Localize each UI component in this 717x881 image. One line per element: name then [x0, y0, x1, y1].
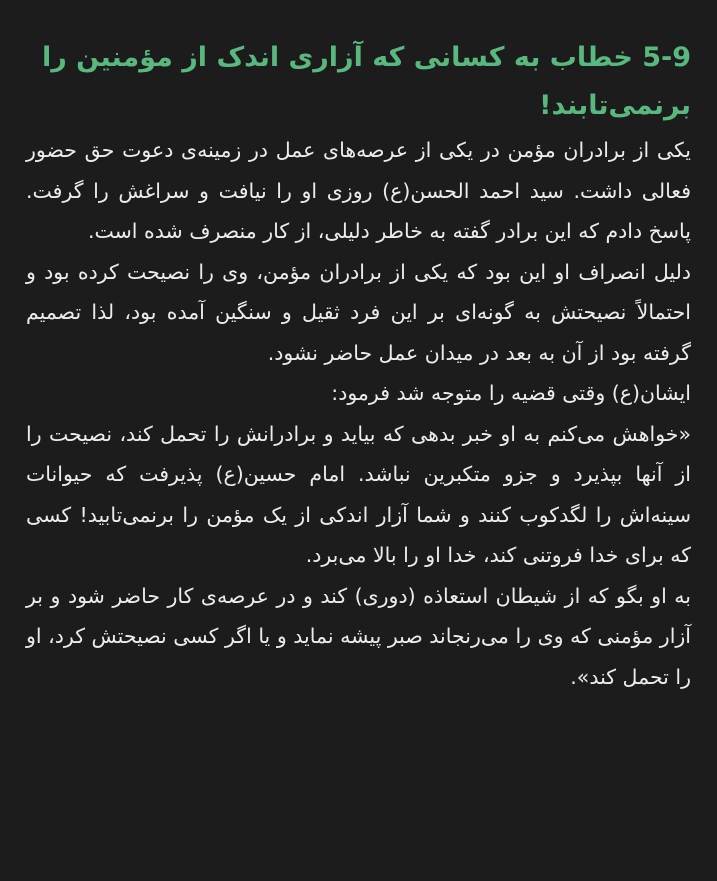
paragraph-2: دلیل انصراف او این بود که یکی از برادران مؤمن، وی را نصیحت کرده بود و احتمالاً نصیحتش به گونه‌ای بر این فرد ثقیل و سنگین آمده بود، لذا تصمیم گرفته بود از آن به بعد در میدان عمل حاضر نشود.: [26, 259, 691, 365]
section-title: 5-9 خطاب به کسانی که آزاری اندک از مؤمنین را برنمی‌تابند!: [41, 42, 691, 121]
paragraph-1: یکی از برادران مؤمن در یکی از عرصه‌های عمل در زمینه‌ی دعوت حق حضور فعالی داشت. سید احمد الحسن(ع) روزی او را نیافت و سراغش را گرفت. پاسخ دادم که این برادر گفته به خاطر دلیلی، از کار منصرف شده است.: [26, 138, 691, 243]
paragraph-5: به او بگو که از شیطان استعاذه (دوری) کند و در عرصه‌ی کار حاضر شود و بر آزار مؤمنی که وی را می‌رنجاند صبر پیشه نماید و یا اگر کسی نصیحتش کرد، او را تحمل کند».: [26, 583, 691, 689]
paragraph-4: «خواهش می‌کنم به او خبر بدهی که بیاید و برادرانش را تحمل کند، نصیحت را از آنها بپذیرد و جزو متکبرین نباشد. امام حسین(ع) پذیرفت که حیوانات سینه‌اش را لگدکوب کنند و شما آزار اندکی از یک مؤمن را برنمی‌تابید! کسی که برای خدا فروتنی کند، خدا او را بالا می‌برد.: [26, 421, 691, 567]
paragraph-3: ایشان(ع) وقتی قضیه را متوجه شد فرمود:: [331, 381, 691, 405]
